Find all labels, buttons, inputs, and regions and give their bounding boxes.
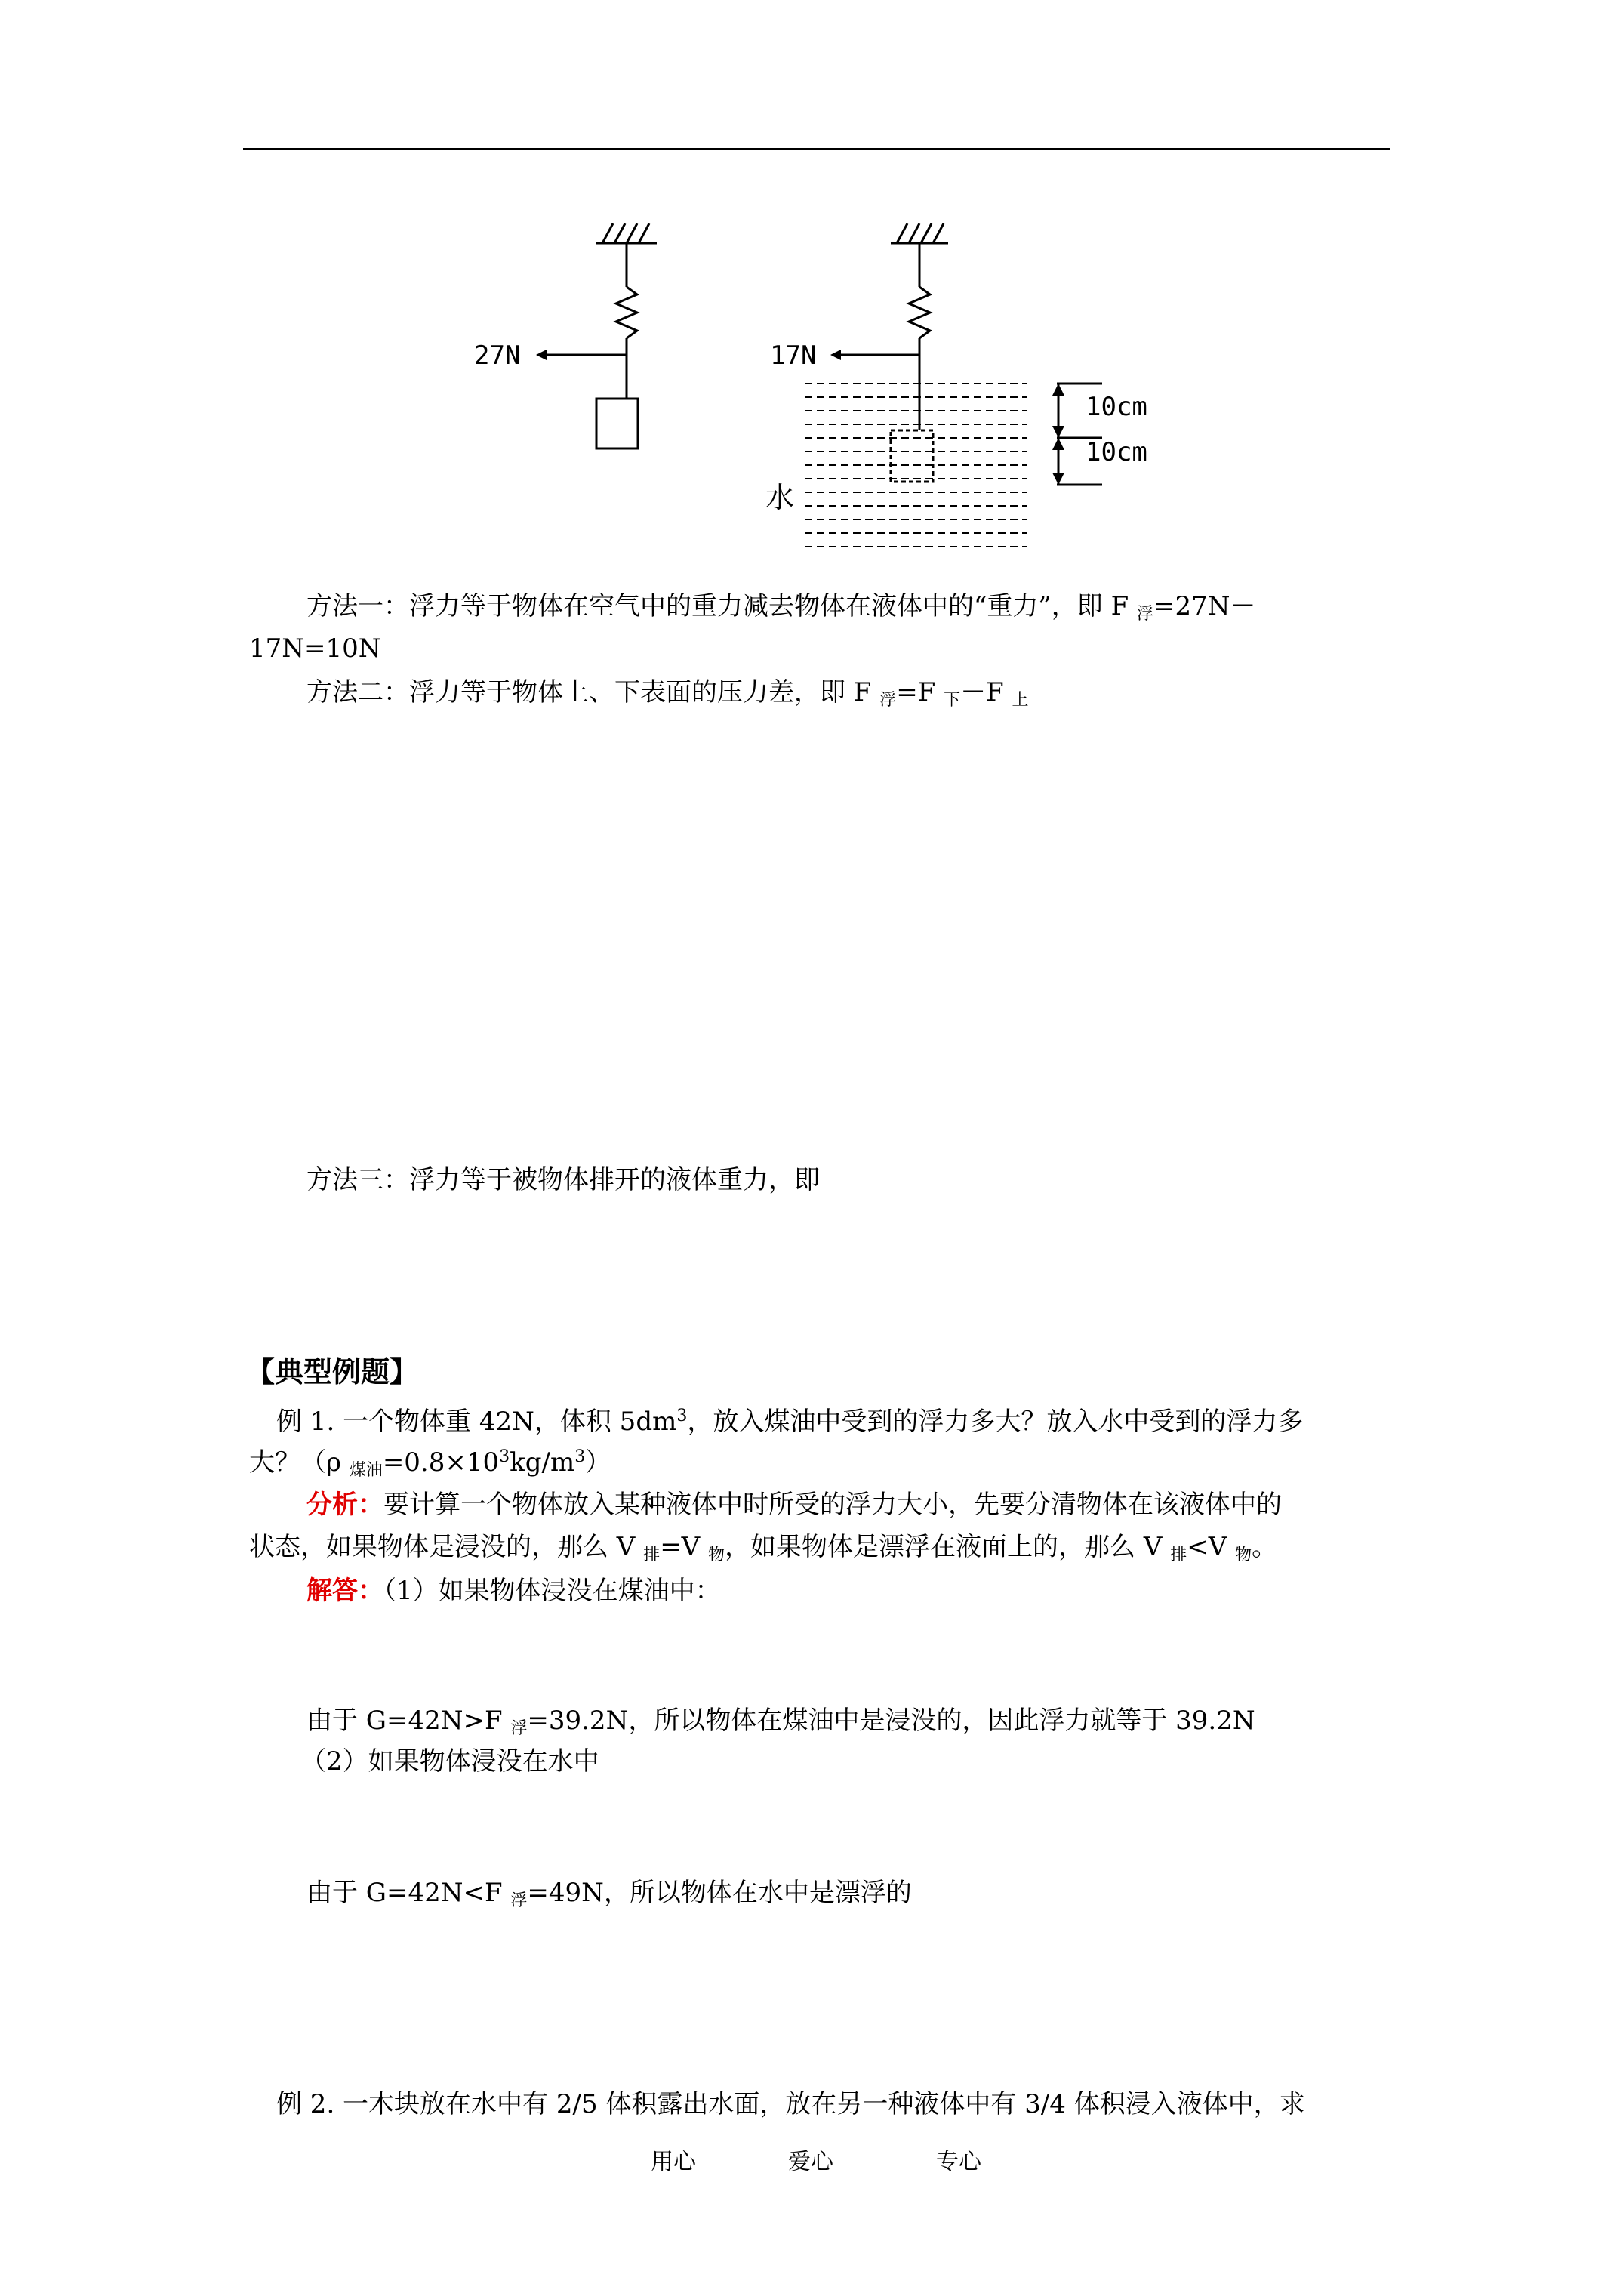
result-two: （2）如果物体浸没在水中 [300, 1746, 599, 1777]
method-two: 方法二：浮力等于物体上、下表面的压力差，即 F 浮=F 下－F 上 [306, 677, 1029, 710]
example-one-line1: 例 1. 一个物体重 42N，体积 $5dm^3$，放入煤油中受到的浮力多大？放入水中受到的浮力多 [276, 1407, 1304, 1437]
buoyancy-diagram [453, 211, 1208, 574]
result-one: 由于 G=42N>F 浮=39.2N，所以物体在煤油中是浸没的，因此浮力就等于 39.2N [306, 1706, 1255, 1738]
footer-text-1: 用心 [651, 2149, 696, 2175]
dim-bottom-label: 10cm [1086, 437, 1147, 467]
method-one-line2: 17N=10N [249, 633, 381, 664]
water-label: 水 [765, 481, 795, 514]
example-one-line2: 大？（ρ 煤油$=0.8\times 10^3kg/m^3$） [249, 1447, 611, 1480]
right-force-label: 17N [770, 341, 817, 371]
result-three: 由于 G=42N<F 浮=49N，所以物体在水中是漂浮的 [306, 1878, 912, 1910]
method-three: 方法三：浮力等于被物体排开的液体重力，即 [306, 1165, 820, 1195]
example-two: 例 2. 一木块放在水中有 2/5 体积露出水面，放在另一种液体中有 3/4 体积浸入液体中，求 [276, 2089, 1305, 2119]
left-force-label: 27N [474, 341, 521, 371]
dim-top-label: 10cm [1086, 392, 1147, 422]
header-rule [243, 148, 1390, 150]
section-title: 【典型例题】 [246, 1354, 419, 1388]
analysis-line1: 分析：要计算一个物体放入某种液体中时所受的浮力大小，先要分清物体在该液体中的 [306, 1490, 1282, 1520]
footer-text-3: 专心 [936, 2149, 981, 2175]
method-one-line1: 方法一：浮力等于物体在空气中的重力减去物体在液体中的“重力”，即 F 浮=27N－ [306, 591, 1256, 624]
footer-text-2: 爱心 [788, 2149, 833, 2175]
answer-line: 解答：（1）如果物体浸没在煤油中： [306, 1576, 721, 1606]
analysis-line2: 状态，如果物体是浸没的，那么 V 排=V 物，如果物体是漂浮在液面上的，那么 V 排<V 物。 [249, 1532, 1278, 1564]
